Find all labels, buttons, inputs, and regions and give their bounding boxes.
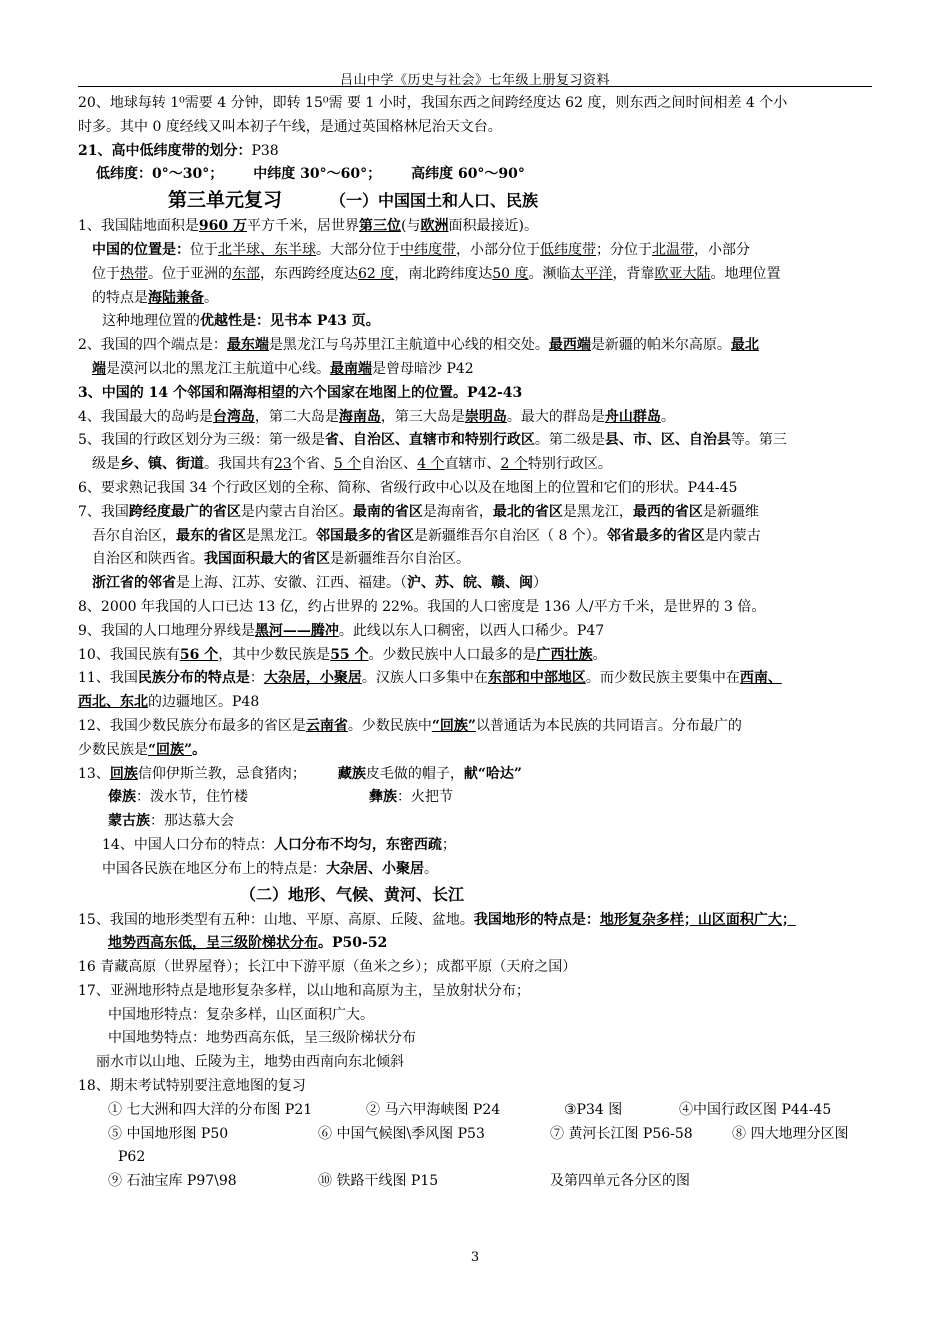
lat-low: 低纬度：0°～30°； [96, 166, 224, 183]
q2-8: 是漠河以北的黑龙江主航道中心线。 [106, 360, 330, 377]
q11-northwest: 西北、东北 [78, 694, 148, 711]
q1 [78, 215, 872, 239]
q13-8: ：泼水节，住竹楼 [136, 789, 248, 806]
q13-dai: 傣族 [108, 789, 136, 806]
pos-east: 东部 [232, 265, 260, 282]
q5-level1: 省、自治区、直辖市和特别行政区 [324, 432, 535, 449]
pos-tropical: 热带 [120, 265, 148, 282]
q4-9: 。 [660, 408, 675, 425]
q7-12: 是黑龙江。 [246, 527, 316, 544]
q13-mongol: 蒙古族 [108, 813, 150, 830]
q15-3: 地形复杂多样；山区面积广大； [599, 911, 796, 928]
q13-line3 [78, 810, 872, 834]
pos-pacific: 太平洋 [570, 265, 613, 282]
q14-1: 14、中国人口分布的特点： [102, 836, 274, 853]
pos-23: 的特点是 [92, 289, 148, 306]
q15 [78, 909, 872, 957]
pos-20: ，背靠 [612, 265, 655, 282]
q12-3: 。少数民族中 [347, 717, 432, 734]
q7-14: 是新疆维吾尔自治区（ 8 个）。 [414, 527, 607, 544]
q10-7: 。 [592, 646, 607, 663]
page-content [78, 92, 872, 1194]
q7-southmost: 最南的省区 [352, 503, 423, 520]
q13-zang: 藏族 [337, 765, 366, 782]
q5-8: 。我国共有 [204, 456, 274, 473]
q14-ethnic: 大杂居、小聚居 [326, 860, 424, 877]
pos-land-sea: 海陆兼备 [148, 289, 204, 306]
q13-hui: 回族 [109, 765, 138, 782]
pos-3: 。大部分位于 [316, 241, 400, 258]
q20-line1: 20、地球每转 1⁰需要 4 分钟，即转 15⁰需 要 1 小时，我国东西之间跨经度达 62 度，则东西之间时间相差 4 个小 [78, 95, 788, 111]
map-5: ⑤ 中国地形图 P50 [108, 1125, 229, 1142]
map-3: ③P34 图 [564, 1101, 623, 1118]
unit3-subtitle-2: （二）地形、气候、黄河、长江 [240, 884, 465, 904]
q21-page: P38 [251, 142, 279, 159]
q12-hui-1: “回族” [431, 717, 476, 734]
q7-westmost: 最西的省区 [632, 503, 703, 520]
q7-3: 是内蒙古自治区。 [240, 503, 353, 520]
q5-1: 5、我国的行政区划分为三级：第一级是 [78, 432, 325, 449]
q21-text: 21、高中低纬度带的划分： [78, 142, 252, 159]
q14-line1 [78, 834, 872, 858]
position-paragraph [78, 239, 872, 310]
q11-2: 民族分布的特点是 [137, 670, 250, 687]
q14-3: ； [441, 836, 456, 853]
page-number: 3 [470, 1250, 480, 1265]
lat-mid: 中纬度 30°～60°； [253, 166, 382, 183]
q4-5: ，第三大岛是 [380, 408, 465, 425]
pos-5: ，小部分位于 [456, 241, 540, 258]
q10-3: ，其中少数民族是 [218, 646, 331, 663]
q8: 8、2000 年我国的人口已达 13 亿，约占世界的 22%。我国的人口密度是 136 人/平方千米，是世界的 3 倍。 [78, 598, 766, 615]
q4-hainan: 海南岛 [338, 408, 381, 425]
q5-sar: 2 个 [500, 456, 528, 473]
map-9: ⑨ 石油宝库 P97\98 [108, 1173, 237, 1190]
q17: 17、亚洲地形特点是地形复杂多样，以山地和高原为主，呈放射状分布； [78, 982, 530, 999]
q7-9: 是新疆维 [702, 503, 759, 520]
q11 [78, 667, 872, 715]
q14-4: 中国各民族在地区分布上的特点是： [102, 860, 326, 877]
q2-east: 最东端 [226, 337, 269, 354]
q12-hui-2: “回族” [148, 741, 193, 758]
q2 [78, 334, 872, 382]
q7-10: 吾尔自治区， [92, 527, 176, 544]
maps-row3 [78, 1170, 872, 1194]
q1-c: 平方千米，居世界 [247, 218, 360, 235]
lat-high: 高纬度 60°～90° [411, 166, 525, 183]
unit3-heading [78, 187, 872, 215]
q14-feature: 人口分布不均匀，东密西疏 [273, 836, 442, 853]
q12 [78, 715, 872, 763]
q10-55: 55 个 [330, 646, 369, 663]
pos-12: 。位于亚洲的 [148, 265, 232, 282]
q4-taiwan: 台湾岛 [212, 408, 255, 425]
zj-abbr: 沪、苏、皖、赣、闽 [407, 575, 533, 592]
q5-16: 特别行政区。 [527, 456, 612, 473]
q7-7: 是黑龙江， [562, 503, 633, 520]
q5-10: 个省、 [291, 456, 334, 473]
q13-hada: 献“哈达” [463, 765, 522, 782]
q1-a: 1、我国陆地面积是 [78, 218, 199, 235]
map-6: ⑥ 中国气候图\季风图 P53 [318, 1125, 485, 1142]
q11-7: 。而少数民族主要集中在 [585, 670, 740, 687]
q15-1: 15、我国的地形类型有五种：山地、平原、高原、丘陵、盆地。 [78, 911, 474, 928]
q11-10: 的边疆地区。P48 [148, 694, 260, 711]
q7-largest: 我国面积最大的省区 [204, 551, 330, 568]
q12-5: 以普通话为本民族的共同语言。分布最广的 [475, 717, 742, 734]
q15-5: 。P50-52 [318, 935, 388, 952]
pos-10: 位于 [92, 265, 120, 282]
q15-2: 我国地形的特点是： [473, 911, 600, 928]
q11-han: 东部和中部地区 [487, 670, 586, 687]
q5-provinces: 23 [274, 456, 292, 473]
q7-eastmost: 最东的省区 [176, 527, 246, 544]
q5-12: 自治区、 [361, 456, 418, 473]
q1-area: 960 万 [198, 218, 248, 235]
q13-10: ：火把节 [397, 789, 453, 806]
q15-4: 地势西高东低，呈三级阶梯状分布 [108, 935, 318, 952]
q1-e: (与 [401, 218, 421, 235]
q4-zhoushan: 舟山群岛 [604, 408, 661, 425]
map-7: ⑦ 黄河长江图 P56-58 [550, 1125, 693, 1142]
q2-1: 2、我国的四个端点是： [78, 337, 227, 354]
adv-2: 优越性是：见书本 P43 页。 [200, 313, 380, 330]
q5-level3: 乡、镇、街道 [120, 456, 204, 473]
advantage-line [78, 310, 872, 334]
q7-19: 是新疆维吾尔自治区。 [330, 551, 470, 568]
pos-18: 。濒临 [528, 265, 571, 282]
maps-row2 [78, 1123, 872, 1147]
zhejiang-neighbors [78, 572, 872, 596]
map-10: ⑩ 铁路干线图 P15 [318, 1173, 439, 1190]
pos-22: 。地理位置 [710, 265, 781, 282]
q9-line: 黑河——腾冲 [254, 622, 339, 639]
pos-16: ，南北跨纬度达 [394, 265, 493, 282]
q2-west: 最西端 [548, 337, 591, 354]
q14-6: 。 [424, 860, 438, 877]
q20-line2: 时多。其中 0 度经线又叫本初子午线，是通过英国格林尼治天文台。 [78, 118, 502, 135]
pos-7: ；分位于 [596, 241, 652, 258]
q7-1: 7、我国 [78, 503, 129, 520]
q7-17: 自治区和陕西省。 [92, 551, 204, 568]
q5-3: 。第二级是 [534, 432, 605, 449]
q4-1: 4、我国最大的岛屿是 [78, 408, 213, 425]
q5-6: 级是 [92, 456, 120, 473]
q13-12: ：那达慕大会 [150, 813, 234, 830]
q1-europe: 欧洲 [420, 218, 449, 235]
q5-level2: 县、市、区、自治县 [604, 432, 731, 449]
q13-yi: 彝族 [369, 789, 397, 806]
zj-4: ） [533, 575, 547, 592]
map-11: 及第四单元各分区的图 [550, 1173, 690, 1190]
q5-autonomous: 5 个 [333, 456, 362, 473]
q2-north-2: 端 [92, 360, 106, 377]
q11-southwest: 西南、 [739, 670, 782, 687]
q5-municipalities: 4 个 [417, 456, 445, 473]
q12-yunnan: 云南省 [305, 717, 348, 734]
map-8: ⑧ 四大地理分区图 [732, 1125, 849, 1142]
pos-eurasia: 欧亚大陆 [654, 265, 711, 282]
q13-5: 皮毛做的帽子， [365, 765, 464, 782]
position-label: 中国的位置是： [92, 241, 190, 258]
q5-5: 等。第三 [730, 432, 787, 449]
q7-most-neighbor-provinces: 邻省最多的省区 [606, 527, 705, 544]
q21 [78, 140, 872, 164]
q16: 16 青藏高原（世界屋脊）；长江中下游平原（鱼米之乡）；成都平原（天府之国） [78, 959, 577, 976]
q17-b: 中国地势特点：地势西高东低，呈三级阶梯状分布 [108, 1030, 416, 1047]
q11-1: 11、我国 [78, 670, 138, 687]
q6: 6、要求熟记我国 34 个行政区划的全称、简称、省级行政中心以及在地图上的位置和它们的形状。P44-45 [78, 479, 738, 496]
q7-most-neighbors: 邻国最多的省区 [316, 527, 414, 544]
pos-9: ，小部分 [694, 241, 750, 258]
q3: 3、中国的 14 个邻国和隔海相望的六个国家在地图上的位置。P42-43 [78, 384, 523, 401]
q2-south: 最南端 [330, 360, 372, 377]
q14-line2 [78, 858, 872, 882]
q13-line1 [78, 763, 872, 787]
q9-3: 。此线以东人口稠密，以西人口稀少。P47 [338, 622, 605, 639]
q1-rank: 第三位 [359, 218, 402, 235]
q7-16: 是内蒙古 [704, 527, 761, 544]
q11-3: ： [249, 670, 264, 687]
page-header: 吕山中学《历史与社会》七年级上册复习资料 [339, 73, 610, 88]
unit3-title: 第三单元复习 [168, 189, 283, 212]
unit3-subtitle-2-row [78, 882, 872, 909]
q10-zhuang: 广西壮族 [536, 646, 593, 663]
map-4: ④中国行政区图 P44-45 [679, 1101, 832, 1118]
q10 [78, 644, 872, 668]
q2-10: 是曾母暗沙 P42 [372, 360, 474, 377]
pos-north-temperate: 北温带 [652, 241, 694, 258]
q2-3: 是黑龙江与乌苏里江主航道中心线的相交处。 [268, 337, 549, 354]
q4-7: 。最大的群岛是 [506, 408, 605, 425]
q12-6: 少数民族是 [78, 741, 148, 758]
pos-mid-lat: 中纬度带 [400, 241, 456, 258]
pos-low-lat: 低纬度带 [540, 241, 596, 258]
q2-north: 最北 [730, 337, 759, 354]
q10-56: 56 个 [179, 646, 219, 663]
q17-c: 丽水市以山地、丘陵为主，地势由西南向东北倾斜 [96, 1054, 404, 1071]
q11-5: 。汉族人口多集中在 [361, 670, 488, 687]
q13-line2 [78, 786, 872, 810]
latitude-bands [78, 163, 872, 187]
pos-62: 62 度 [358, 265, 395, 282]
q7-5: 是海南省， [422, 503, 493, 520]
q12-1: 12、我国少数民族分布最多的省区是 [78, 717, 306, 734]
q7-northmost: 最北的省区 [492, 503, 563, 520]
maps-row1 [78, 1099, 872, 1123]
q10-1: 10、我国民族有 [78, 646, 180, 663]
adv-1: 这种地理位置的 [102, 313, 200, 330]
q1-g: 面积最接近)。 [448, 218, 538, 235]
q18: 18、期末考试特别要注意地图的复习 [78, 1078, 306, 1095]
zj-1: 浙江省的邻省 [92, 575, 176, 592]
pos-hemisphere: 北半球、东半球 [218, 241, 316, 258]
q4-chongming: 崇明岛 [464, 408, 507, 425]
header-rule [78, 86, 872, 87]
maps-row2b: P62 [118, 1149, 146, 1166]
q7-widest: 跨经度最广的省区 [128, 503, 241, 520]
q12-8: 。 [192, 741, 207, 758]
q13-3: 信仰伊斯兰教，忌食猪肉； [137, 765, 306, 782]
q13-1: 13、 [78, 765, 110, 782]
q5-14: 直辖市、 [444, 456, 501, 473]
q2-5: 是新疆的帕米尔高原。 [590, 337, 731, 354]
q17-a: 中国地形特点：复杂多样，山区面积广大。 [108, 1006, 374, 1023]
zj-2: 是上海、江苏、安徽、江西、福建。（ [176, 575, 407, 592]
pos-14: ，东西跨经度达 [260, 265, 358, 282]
unit3-subtitle-1: （一）中国国土和人口、民族 [330, 191, 539, 211]
q4-3: ，第二大岛是 [254, 408, 339, 425]
q7 [78, 501, 872, 572]
pos-25: 。 [204, 289, 218, 306]
map-2: ② 马六甲海峡图 P24 [366, 1101, 501, 1118]
map-1: ① 七大洲和四大洋的分布图 P21 [108, 1101, 313, 1118]
q9-1: 9、我国的人口地理分界线是 [78, 622, 255, 639]
q4 [78, 406, 872, 430]
pos-50: 50 度 [492, 265, 529, 282]
q10-5: 。少数民族中人口最多的是 [368, 646, 537, 663]
q5 [78, 429, 872, 477]
q9 [78, 620, 872, 644]
q11-feature: 大杂居，小聚居 [263, 670, 362, 687]
pos-1: 位于 [190, 241, 218, 258]
